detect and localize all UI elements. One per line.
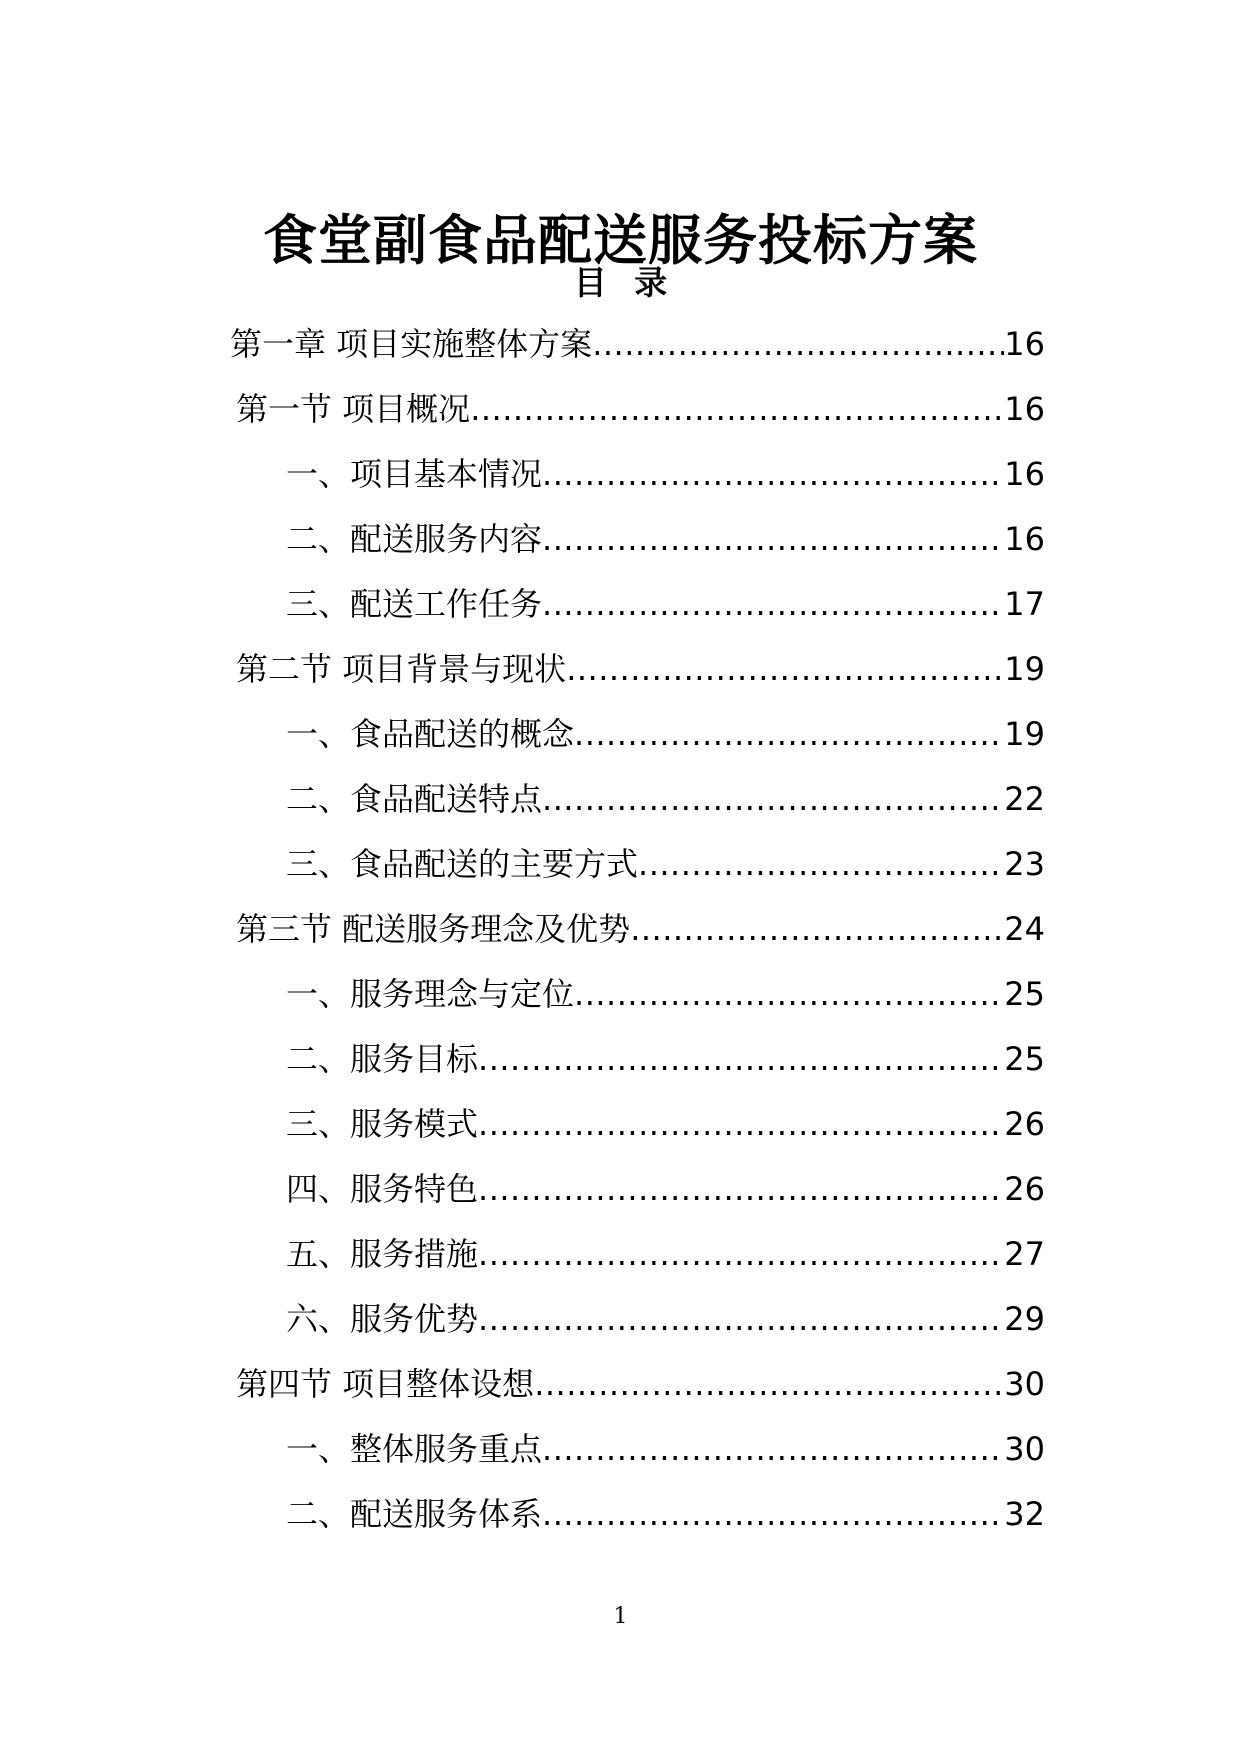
toc-entry-page: 24 xyxy=(1004,910,1045,948)
toc-entry-label: 四、服务特色 xyxy=(286,1170,479,1208)
toc-dot-leader xyxy=(478,1167,1004,1212)
toc-entry-label: 三、食品配送的主要方式 xyxy=(286,845,639,883)
toc-entry-section-4[interactable] xyxy=(230,1362,1045,1427)
toc-entry-label: 二、配送服务内容 xyxy=(286,520,543,558)
toc-entry-section-1[interactable] xyxy=(230,387,1045,452)
toc-dot-leader xyxy=(542,452,1004,497)
toc-entry-label: 一、整体服务重点 xyxy=(286,1430,543,1468)
toc-entry-page: 23 xyxy=(1004,845,1045,883)
toc-entry-label: 一、食品配送的概念 xyxy=(286,715,575,753)
toc-dot-leader xyxy=(534,1362,1004,1407)
toc-entry-item[interactable] xyxy=(230,452,1045,517)
toc-entry-page: 32 xyxy=(1004,1495,1045,1533)
toc-entry-label: 五、服务措施 xyxy=(286,1235,479,1273)
toc-dot-leader xyxy=(566,647,1004,692)
toc-dot-leader xyxy=(638,842,1004,887)
toc-entry-page: 25 xyxy=(1004,1040,1045,1078)
toc-entry-label: 二、配送服务体系 xyxy=(286,1495,543,1533)
document-title: 食堂副食品配送服务投标方案 xyxy=(263,209,978,273)
toc-dot-leader xyxy=(478,1037,1004,1082)
toc-entry-section-3[interactable] xyxy=(230,907,1045,972)
toc-entry-chapter-1[interactable] xyxy=(230,322,1045,387)
toc-dot-leader xyxy=(574,712,1004,757)
toc-entry-label: 三、服务模式 xyxy=(286,1105,479,1143)
toc-entry-label: 第三节 配送服务理念及优势 xyxy=(236,910,631,948)
toc-dot-leader xyxy=(478,1297,1004,1342)
toc-dot-leader xyxy=(542,1492,1004,1537)
toc-entry-label: 六、服务优势 xyxy=(286,1300,479,1338)
toc-entry-page: 26 xyxy=(1004,1105,1045,1143)
toc-entry-item[interactable] xyxy=(230,1232,1045,1297)
toc-entry-item[interactable] xyxy=(230,1102,1045,1167)
toc-entry-page: 30 xyxy=(1004,1430,1045,1468)
toc-dot-leader xyxy=(470,387,1004,432)
toc-entry-item[interactable] xyxy=(230,517,1045,582)
toc-entry-page: 16 xyxy=(1004,455,1045,493)
toc-entry-page: 16 xyxy=(1004,390,1045,428)
toc-dot-leader xyxy=(542,517,1004,562)
toc-entry-item[interactable] xyxy=(230,1037,1045,1102)
toc-entry-label: 一、项目基本情况 xyxy=(286,455,543,493)
toc-entry-page: 16 xyxy=(1004,520,1045,558)
toc-entry-label: 二、服务目标 xyxy=(286,1040,479,1078)
toc-entry-item[interactable] xyxy=(230,582,1045,647)
toc-entry-page: 29 xyxy=(1004,1300,1045,1338)
toc-dot-leader xyxy=(592,322,1004,367)
toc-entry-page: 19 xyxy=(1004,650,1045,688)
toc-dot-leader xyxy=(478,1102,1004,1147)
toc-dot-leader xyxy=(478,1232,1004,1277)
toc-entry-page: 16 xyxy=(1004,325,1045,363)
toc-entry-label: 第一节 项目概况 xyxy=(236,390,471,428)
toc-entry-item[interactable] xyxy=(230,1297,1045,1362)
toc-entry-page: 22 xyxy=(1004,780,1045,818)
toc-dot-leader xyxy=(542,777,1004,822)
toc-entry-label: 第二节 项目背景与现状 xyxy=(236,650,567,688)
toc-entry-item[interactable] xyxy=(230,1167,1045,1232)
toc-entry-item[interactable] xyxy=(230,712,1045,777)
table-of-contents xyxy=(230,322,1045,1557)
toc-entry-item[interactable] xyxy=(230,972,1045,1037)
toc-entry-page: 17 xyxy=(1004,585,1045,623)
toc-entry-page: 25 xyxy=(1004,975,1045,1013)
toc-entry-label: 三、配送工作任务 xyxy=(286,585,543,623)
toc-entry-section-2[interactable] xyxy=(230,647,1045,712)
toc-dot-leader xyxy=(630,907,1004,952)
toc-entry-item[interactable] xyxy=(230,777,1045,842)
toc-entry-page: 27 xyxy=(1004,1235,1045,1273)
toc-entry-label: 第一章 项目实施整体方案 xyxy=(230,325,593,363)
toc-entry-label: 一、服务理念与定位 xyxy=(286,975,575,1013)
toc-entry-page: 19 xyxy=(1004,715,1045,753)
toc-entry-item[interactable] xyxy=(230,1492,1045,1557)
page-number: 1 xyxy=(613,1604,628,1629)
toc-entry-label: 第四节 项目整体设想 xyxy=(236,1365,535,1403)
toc-heading: 目 录 xyxy=(573,263,676,302)
toc-dot-leader xyxy=(542,582,1004,627)
toc-entry-label: 二、食品配送特点 xyxy=(286,780,543,818)
toc-entry-page: 26 xyxy=(1004,1170,1045,1208)
toc-entry-item[interactable] xyxy=(230,1427,1045,1492)
toc-entry-item[interactable] xyxy=(230,842,1045,907)
toc-dot-leader xyxy=(542,1427,1004,1472)
toc-dot-leader xyxy=(574,972,1004,1017)
toc-entry-page: 30 xyxy=(1004,1365,1045,1403)
